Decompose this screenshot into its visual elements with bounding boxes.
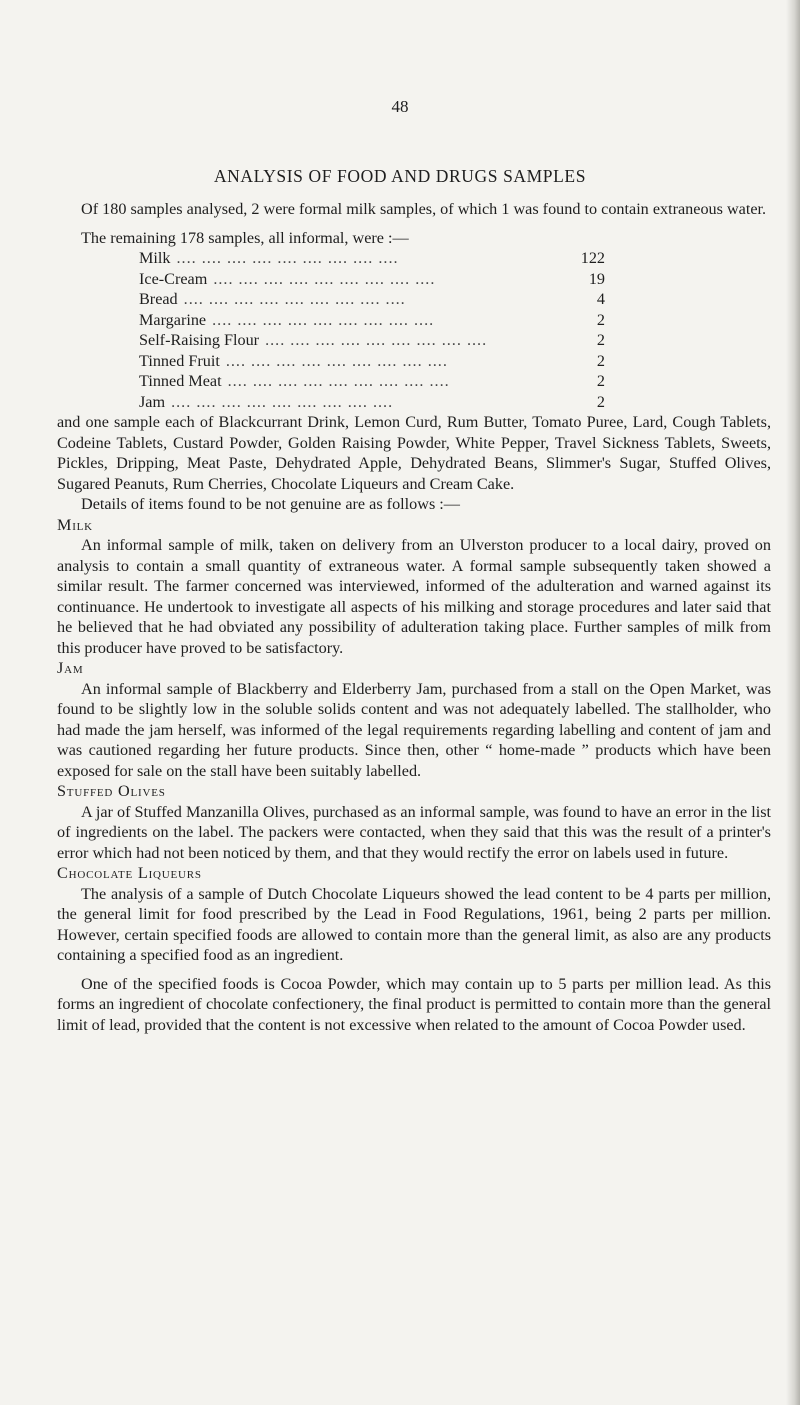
page-title: ANALYSIS OF FOOD AND DRUGS SAMPLES (213, 166, 587, 186)
dot-leader: .... .... .... .... .... .... .... .... .... (183, 290, 406, 308)
page-edge-shadow (786, 0, 800, 1405)
dot-leader: .... .... .... .... .... .... .... .... .... (171, 392, 394, 411)
section-heading-chocolate-liqueurs: Chocolate Liqueurs (57, 864, 202, 882)
section-body-chocolate-liqueurs: The analysis of a sample of Dutch Chocolate Liqueurs showed the lead content to be 4 parts per million, the general limit for food prescribed by the Lead in Food Regulations, 1961, being 2 parts per million. However, certain specified foods are allowed to contain more than the general limit, as also are any products containing a specified food as an ingredient. (57, 884, 771, 964)
section-body-stuffed-olives: A jar of Stuffed Manzanilla Olives, purchased as an informal sample, was found to have an error in the list of ingredients on the label. The packers were contacted, when they said that this was the result of a printer's error which had not been noticed by them, and that they would rectify the error on labels used in future. (57, 802, 771, 862)
sample-list (139, 248, 605, 412)
details-intro-paragraph: Details of items found to be not genuine are as follows :— (81, 495, 460, 513)
item-name: Tinned Fruit (139, 351, 220, 370)
dot-leader: .... .... .... .... .... .... .... .... .... (176, 249, 399, 267)
section-heading-milk: Milk (57, 515, 93, 534)
item-count: 2 (596, 310, 605, 329)
dot-leader: .... .... .... .... .... .... .... .... .... (212, 310, 435, 329)
item-name: Margarine (139, 310, 207, 329)
list-item (139, 330, 605, 351)
list-item (139, 269, 605, 290)
other-samples-paragraph: and one sample each of Blackcurrant Drink, Lemon Curd, Rum Butter, Tomato Puree, Lard, Cough Tablets, Codeine Tablets, Custard Powder, Golden Raising Powder, White Pepper, Travel Sickness Tablets, Sweets, Pickles, Dripping, Meat Paste, Dehydrated Apple, Dehydrated Beans, Slimmer's Sugar, Stuffed Olives, Sugared Peanuts, Rum Cherries, Chocolate Liqueurs and Cream Cake. (57, 413, 771, 493)
item-count: 2 (596, 392, 605, 411)
dot-leader: .... .... .... .... .... .... .... .... .... (225, 351, 448, 370)
document-body (57, 199, 771, 1035)
spacer (57, 220, 771, 228)
dot-leader: .... .... .... .... .... .... .... .... .... (227, 372, 450, 390)
section-body-jam: An informal sample of Blackberry and Elderberry Jam, purchased from a stall on the Open Market, was found to be slightly low in the soluble solids content and was not adequately labelled. The stallholder, who had made the jam herself, was informed of the legal requirements regarding labelling and content of jam and was cautioned regarding her future products. Since then, other “ home-made ” products which have been exposed for sale on the stall have been suitably labelled. (57, 679, 771, 780)
list-item (139, 310, 605, 331)
page-number: 48 (391, 97, 409, 116)
item-name: Jam (139, 392, 166, 411)
item-name: Tinned Meat (139, 372, 222, 390)
item-name: Bread (139, 290, 178, 308)
dot-leader: .... .... .... .... .... .... .... .... .... (265, 331, 488, 349)
intro-paragraph: Of 180 samples analysed, 2 were formal milk samples, of which 1 was found to contain extraneous water. (81, 200, 767, 218)
item-count: 2 (596, 351, 605, 370)
section-body-cocoa-powder: One of the specified foods is Cocoa Powder, which may contain up to 5 parts per million lead. As this forms an ingredient of chocolate confectionery, the final product is permitted to contain more than the general limit of lead, provided that the content is not excessive when related to the amount of Cocoa Powder used. (57, 974, 771, 1034)
item-count: 2 (596, 331, 605, 349)
intro-remaining-paragraph: The remaining 178 samples, all informal, were :— (81, 228, 409, 247)
item-count: 4 (596, 290, 605, 308)
item-count: 122 (580, 249, 605, 267)
list-item (139, 392, 605, 413)
item-name: Self-Raising Flour (139, 331, 260, 349)
list-item (139, 289, 605, 310)
item-name: Ice-Cream (139, 269, 208, 288)
list-item (139, 248, 605, 269)
dot-leader: .... .... .... .... .... .... .... .... .... (213, 269, 436, 288)
list-item (139, 351, 605, 372)
item-count: 19 (588, 269, 605, 288)
item-name: Milk (139, 249, 171, 267)
section-heading-jam: Jam (57, 659, 84, 677)
section-body-milk: An informal sample of milk, taken on delivery from an Ulverston producer to a local dairy, proved on analysis to contain a small quantity of extraneous water. A formal sample subsequently taken showed a similar result. The farmer concerned was interviewed, informed of the adulteration and warned against its continuance. He undertook to investigate all aspects of his milking and storage procedures and later said that he believed that he had obviated any possibility of adulteration taking place. Further samples of milk from this producer have proved to be satisfactory. (57, 536, 771, 657)
item-count: 2 (596, 372, 605, 390)
list-item (139, 371, 605, 392)
spacer (57, 966, 771, 974)
section-heading-stuffed-olives: Stuffed Olives (57, 782, 166, 800)
